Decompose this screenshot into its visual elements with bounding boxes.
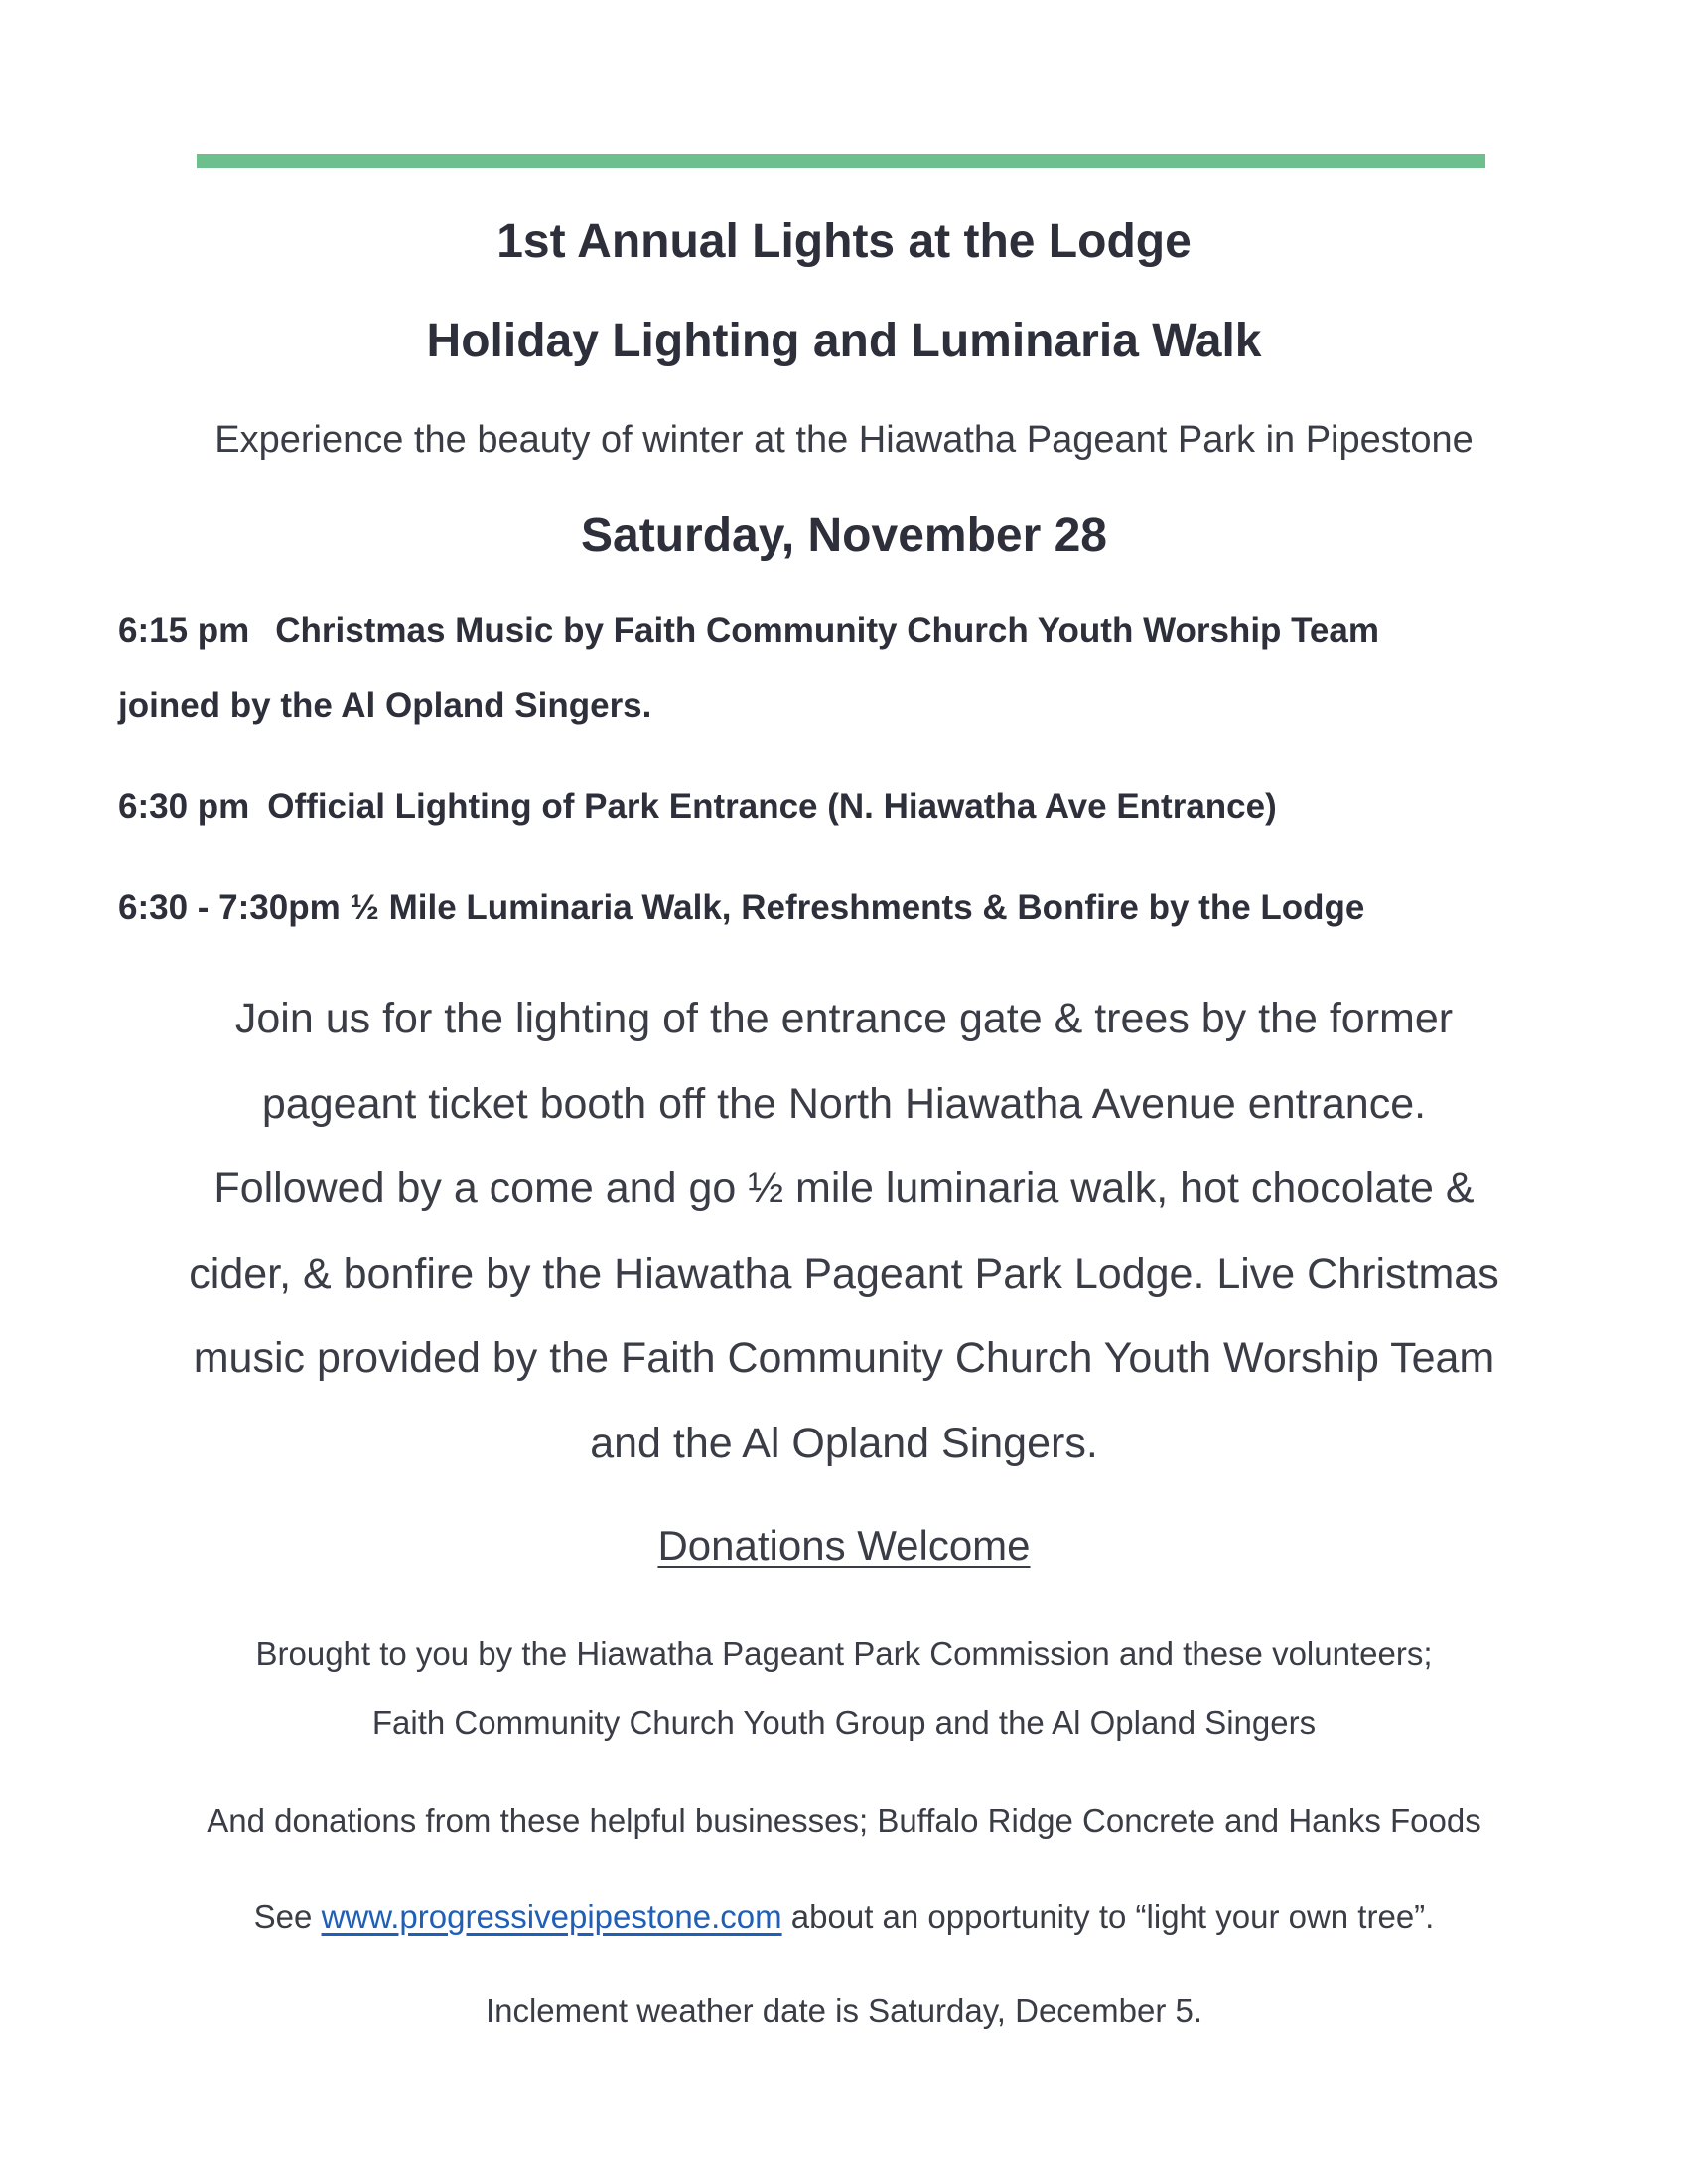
credits-line-2: Faith Community Church Youth Group and the Al Opland Singers bbox=[371, 1705, 1317, 1741]
schedule-item-1 bbox=[118, 594, 1578, 743]
header-accent-rule bbox=[197, 154, 1485, 168]
schedule-time: 6:15 pm bbox=[118, 612, 250, 650]
website-note bbox=[0, 1896, 1688, 1938]
description-line: Join us for the lighting of the entrance gate & trees by the former bbox=[234, 995, 1454, 1042]
weather-note: Inclement weather date is Saturday, December 5. bbox=[485, 1992, 1203, 2029]
schedule-item-3 bbox=[118, 871, 1578, 945]
schedule-text: Official Lighting of Park Entrance (N. Hiawatha Ave Entrance) bbox=[267, 787, 1277, 826]
credits-line-1: Brought to you by the Hiawatha Pageant Park Commission and these volunteers; bbox=[255, 1635, 1433, 1672]
website-note-prefix: See bbox=[253, 1898, 313, 1935]
donations-heading-text: Donations Welcome bbox=[657, 1522, 1031, 1569]
event-title: 1st Annual Lights at the Lodge bbox=[496, 215, 1192, 268]
event-date: Saturday, November 28 bbox=[581, 509, 1107, 562]
description-line: Followed by a come and go ½ mile luminaria walk, hot chocolate & bbox=[213, 1164, 1475, 1212]
website-link[interactable]: www.progressivepipestone.com bbox=[321, 1898, 782, 1935]
schedule-text-continued: joined by the Al Opland Singers. bbox=[118, 686, 652, 725]
description-line: and the Al Opland Singers. bbox=[590, 1419, 1098, 1467]
event-tagline: Experience the beauty of winter at the Hiawatha Pageant Park in Pipestone bbox=[214, 419, 1474, 461]
description-line: music provided by the Faith Community Church Youth Worship Team bbox=[193, 1334, 1495, 1382]
schedule-text: Christmas Music by Faith Community Church Youth Worship Team bbox=[275, 612, 1379, 650]
schedule-item-2 bbox=[118, 769, 1578, 844]
business-donors: And donations from these helpful businesses; Buffalo Ridge Concrete and Hanks Foods bbox=[207, 1802, 1481, 1839]
event-subtitle-title: Holiday Lighting and Luminaria Walk bbox=[426, 315, 1262, 367]
website-note-suffix: about an opportunity to “light your own tree”. bbox=[790, 1898, 1435, 1935]
donations-heading bbox=[0, 1519, 1688, 1572]
description-line: cider, & bonfire by the Hiawatha Pageant Park Lodge. Live Christmas bbox=[189, 1249, 1499, 1297]
schedule-time: 6:30 pm bbox=[118, 787, 250, 826]
description-line: pageant ticket booth off the North Hiawatha Avenue entrance. bbox=[261, 1079, 1427, 1128]
schedule-text: ½ Mile Luminaria Walk, Refreshments & Bonfire by the Lodge bbox=[350, 888, 1365, 927]
schedule-time: 6:30 - 7:30pm bbox=[118, 888, 341, 927]
event-description bbox=[99, 977, 1589, 1486]
